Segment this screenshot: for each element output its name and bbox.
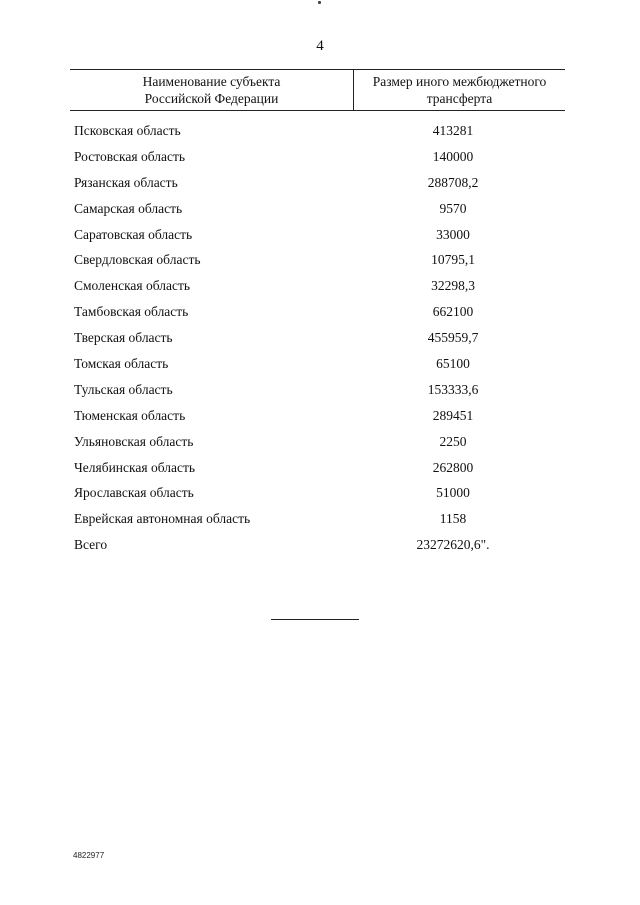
transfer-amount: 153333,6 — [427, 381, 479, 397]
region-name: Ульяновская область — [74, 433, 194, 449]
table-row — [74, 304, 574, 330]
region-name: Саратовская область — [74, 226, 193, 242]
region-name: Ростовская область — [74, 148, 185, 164]
table-row — [74, 460, 574, 486]
table-row — [74, 149, 574, 175]
transfer-amount: 413281 — [432, 123, 474, 138]
total-label: Всего — [74, 537, 108, 553]
transfer-amount: 51000 — [436, 485, 470, 501]
table-body — [74, 123, 574, 563]
transfer-amount: 288708,2 — [427, 174, 479, 190]
end-divider — [271, 619, 359, 620]
region-name: Самарская область — [74, 200, 183, 216]
header-region-name-line2: Российской Федерации — [144, 91, 279, 106]
transfer-amount: 33000 — [436, 226, 470, 242]
table-row — [74, 382, 574, 408]
header-region-name-line1: Наименование субъекта — [142, 74, 281, 89]
table-row — [74, 330, 574, 356]
table-row — [74, 252, 574, 278]
header-region-name — [70, 70, 354, 110]
region-name: Еврейская автономная область — [74, 511, 251, 527]
region-name: Тульская область — [74, 381, 173, 397]
transfer-amount: 455959,7 — [427, 330, 479, 346]
table-header — [70, 69, 565, 111]
region-name: Рязанская область — [74, 174, 178, 190]
transfer-amount: 9570 — [439, 200, 467, 216]
transfer-amount: 1158 — [439, 511, 467, 527]
total-amount: 23272620,6". — [416, 537, 490, 553]
region-name: Челябинская область — [74, 459, 196, 475]
table-row — [74, 511, 574, 537]
table-row — [74, 201, 574, 227]
table-row — [74, 485, 574, 511]
header-transfer-size — [354, 70, 565, 110]
page-top-mark — [318, 1, 321, 4]
region-name: Тверская область — [74, 330, 173, 346]
page-number: 4 — [316, 38, 324, 54]
header-transfer-size-line2: трансферта — [426, 91, 493, 106]
transfer-amount: 2250 — [439, 433, 467, 449]
document-code: 4822977 — [73, 851, 105, 860]
region-name: Томская область — [74, 356, 169, 372]
table-row — [74, 175, 574, 201]
table-row — [74, 227, 574, 253]
table-row — [74, 278, 574, 304]
region-name: Свердловская область — [74, 252, 201, 268]
table-row — [74, 408, 574, 434]
region-name: Псковская область — [74, 123, 181, 138]
transfer-amount: 10795,1 — [431, 252, 475, 268]
region-name: Тамбовская область — [74, 304, 189, 320]
transfer-amount: 289451 — [432, 407, 474, 423]
region-name: Смоленская область — [74, 278, 191, 294]
header-transfer-size-line1: Размер иного межбюджетного — [372, 74, 547, 89]
table-row-total — [74, 537, 574, 563]
table-row — [74, 123, 574, 149]
table-row — [74, 356, 574, 382]
transfer-amount: 32298,3 — [431, 278, 475, 294]
transfer-amount: 140000 — [432, 148, 474, 164]
transfer-amount: 65100 — [436, 356, 470, 372]
transfer-amount: 262800 — [432, 459, 474, 475]
region-name: Ярославская область — [74, 485, 194, 501]
transfer-amount: 662100 — [432, 304, 474, 320]
region-name: Тюменская область — [74, 407, 186, 423]
table-row — [74, 434, 574, 460]
